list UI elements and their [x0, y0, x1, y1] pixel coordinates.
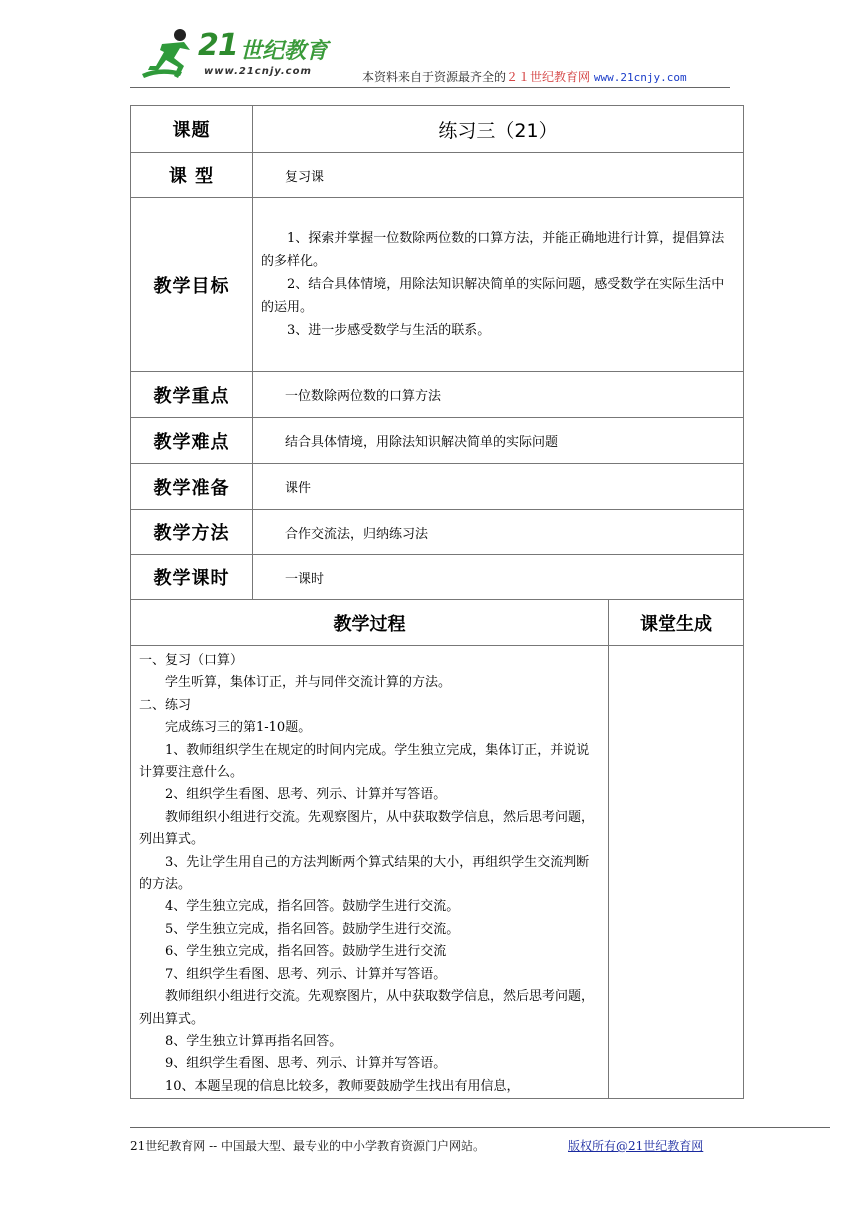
tagline-url-link[interactable]: www.21cnjy.com — [593, 71, 687, 84]
row-process-body — [131, 646, 744, 1099]
hours-label: 教学课时 — [131, 555, 253, 600]
process-line: 教师组织小组进行交流。先观察图片，从中获取数学信息，然后思考问题，列出算式。 — [139, 809, 595, 848]
key-label: 教学重点 — [131, 372, 253, 418]
goal-item: 1、探索并掌握一位数除两位数的口算方法，并能正确地进行计算，提倡算法的多样化。 — [261, 231, 725, 269]
process-line: 7、组织学生看图、思考、列示、计算并写答语。 — [165, 966, 447, 982]
footer-text: 21世纪教育网 -- 中国最大型、最专业的中小学教育资源门户网站。 — [130, 1139, 486, 1153]
logo-url: www.21cnjy.com — [204, 66, 312, 77]
row-key-point — [131, 372, 744, 418]
page-footer — [130, 1137, 704, 1154]
process-line: 教师组织小组进行交流。先观察图片，从中获取数学信息，然后思考问题，列出算式。 — [139, 989, 595, 1027]
difficulty-label: 教学难点 — [131, 418, 253, 464]
process-line: 4、学生独立完成，指名回答。鼓励学生进行交流。 — [165, 899, 460, 915]
classroom-output-header: 课堂生成 — [609, 600, 744, 646]
process-body — [131, 646, 609, 1099]
footer-divider — [130, 1127, 830, 1128]
row-type — [131, 153, 744, 198]
logo-number: 21 — [198, 28, 238, 63]
row-method — [131, 510, 744, 555]
hours-value: 一课时 — [253, 555, 744, 600]
prep-value: 课件 — [253, 464, 744, 510]
process-line: 8、学生独立计算再指名回答。 — [165, 1033, 343, 1049]
method-value: 合作交流法，归纳练习法 — [253, 510, 744, 555]
process-line: 二、练习 — [139, 697, 192, 713]
goal-item: 3、进一步感受数学与生活的联系。 — [287, 323, 491, 338]
header-tagline — [362, 68, 687, 85]
row-process-header — [131, 600, 744, 646]
type-value: 复习课 — [253, 153, 744, 198]
row-hours — [131, 555, 744, 600]
key-value: 一位数除两位数的口算方法 — [253, 372, 744, 418]
classroom-output-cell — [609, 646, 744, 1099]
running-figure-icon — [140, 26, 200, 82]
tagline-text: 本资料来自于资源最齐全的 — [362, 70, 507, 84]
process-line: 完成练习三的第1-10题。 — [165, 720, 312, 736]
process-line: 6、学生独立完成，指名回答。鼓励学生进行交流 — [165, 944, 447, 960]
lesson-plan-table — [130, 105, 744, 1099]
goal-item: 2、结合具体情境，用除法知识解决简单的实际问题，感受数学在实际生活中的运用。 — [261, 277, 725, 315]
row-title — [131, 106, 744, 153]
process-line: 3、先让学生用自己的方法判断两个算式结果的大小，再组织学生交流判断的方法。 — [139, 854, 590, 893]
process-line: 9、组织学生看图、思考、列示、计算并写答语。 — [165, 1056, 447, 1072]
row-goals — [131, 198, 744, 372]
tagline-brand-link[interactable]: ２１世纪教育网 — [506, 70, 591, 84]
type-label: 课 型 — [131, 153, 253, 198]
title-label: 课题 — [131, 106, 253, 153]
logo-brand: 世纪教育 — [240, 39, 329, 64]
process-line: 一、复习（口算） — [139, 653, 244, 668]
process-line: 10、本题呈现的信息比较多，教师要鼓励学生找出有用信息， — [165, 1078, 520, 1094]
page-header — [0, 0, 860, 112]
process-line: 1、教师组织学生在规定的时间内完成。学生独立完成，集体订正，并说说计算要注意什么。 — [139, 742, 590, 781]
footer-copyright-link[interactable]: 版权所有@21世纪教育网 — [568, 1139, 704, 1153]
title-value: 练习三（21） — [253, 106, 744, 153]
process-header: 教学过程 — [131, 600, 609, 646]
goals-value — [253, 198, 744, 372]
difficulty-value: 结合具体情境，用除法知识解决简单的实际问题 — [253, 418, 744, 464]
process-line: 学生听算，集体订正，并与同伴交流计算的方法。 — [165, 675, 452, 691]
row-difficulty — [131, 418, 744, 464]
process-line: 5、学生独立完成，指名回答。鼓励学生进行交流。 — [165, 921, 460, 937]
method-label: 教学方法 — [131, 510, 253, 555]
row-preparation — [131, 464, 744, 510]
site-logo[interactable] — [140, 26, 340, 86]
prep-label: 教学准备 — [131, 464, 253, 510]
goals-label: 教学目标 — [131, 198, 253, 372]
process-line: 2、组织学生看图、思考、列示、计算并写答语。 — [165, 787, 447, 803]
header-divider — [130, 87, 730, 88]
